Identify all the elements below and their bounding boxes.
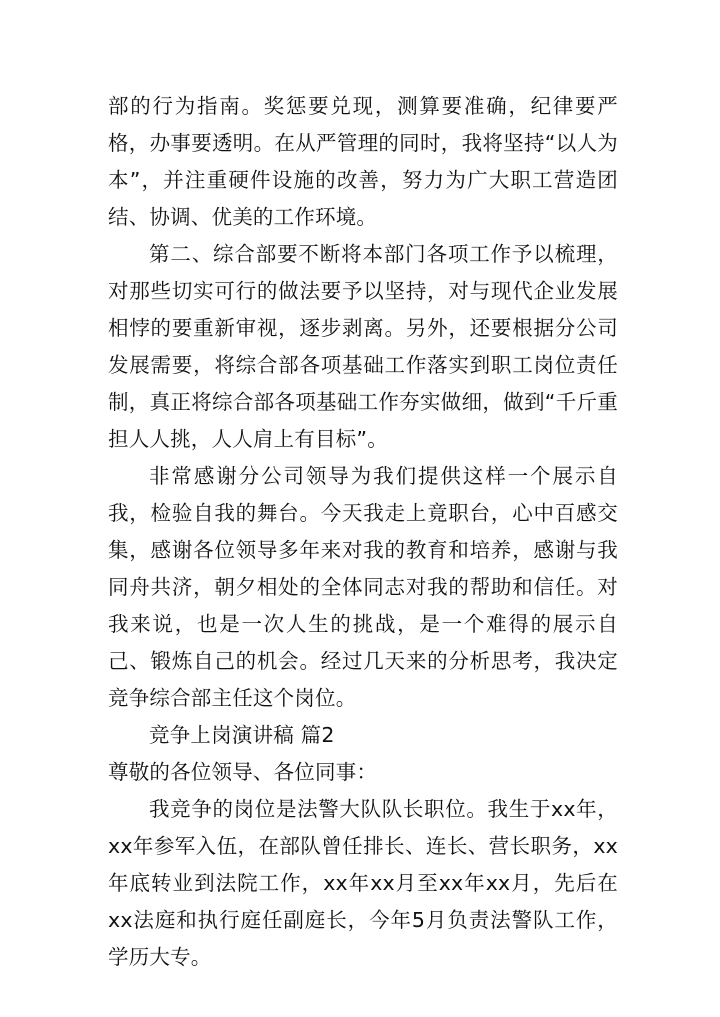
document-body: [108, 88, 618, 976]
paragraph-2: 第二、综合部要不断将本部门各项工作予以梳理，对那些切实可行的做法要予以坚持，对与现代企业发展相悖的要重新审视，逐步剥离。另外，还要根据分公司发展需要，将综合部各项基础工作落实到职工岗位责任制，真正将综合部各项基础工作夯实做细，做到“千斤重担人人挑，人人肩上有目标”。: [108, 242, 618, 451]
salutation: 尊敬的各位领导、各位同事：: [108, 760, 378, 784]
paragraph-4: 我竞争的岗位是法警大队队长职位。我生于xx年，xx年参军入伍，在部队曾任排长、连长、营长职务，xx年底转业到法院工作，xx年xx月至xx年xx月，先后在xx法庭和执行庭任副庭长，今年5月负责法警队工作，学历大专。: [108, 797, 618, 969]
paragraph-1: 部的行为指南。奖惩要兑现，测算要准确，纪律要严格，办事要透明。在从严管理的同时，我将坚持“以人为本”，并注重硬件设施的改善，努力为广大职工营造团结、协调、优美的工作环境。: [108, 94, 618, 229]
paragraph-3: 非常感谢分公司领导为我们提供这样一个展示自我，检验自我的舞台。今天我走上竟职台，心中百感交集，感谢各位领导多年来对我的教育和培养，感谢与我同舟共济，朝夕相处的全体同志对我的帮助和信任。对我来说，也是一次人生的挑战，是一个难得的展示自己、锻炼自己的机会。经过几天来的分析思考，我决定竞争综合部主任这个岗位。: [108, 464, 618, 710]
section-heading: 竞争上岗演讲稿 篇2: [149, 723, 335, 747]
